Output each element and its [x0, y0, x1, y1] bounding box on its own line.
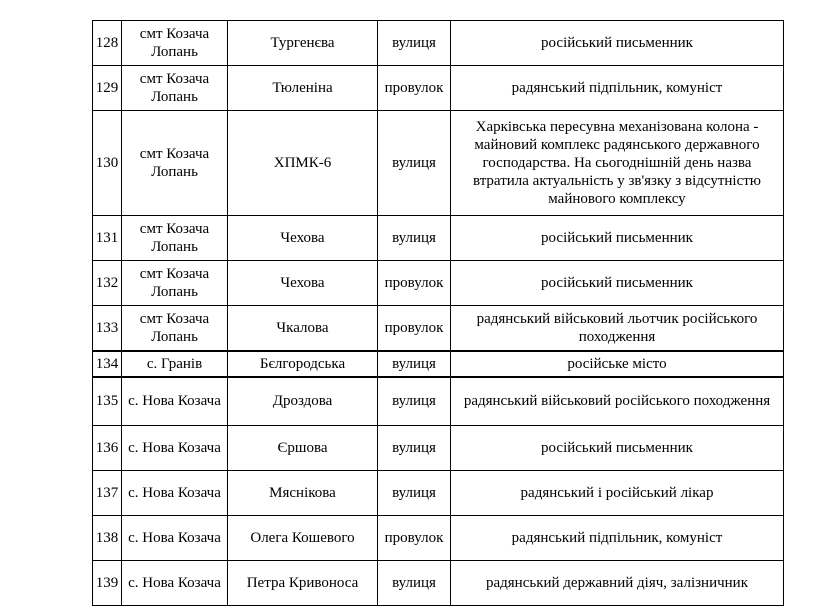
settlement-cell: смт Козача Лопань — [122, 216, 228, 261]
street-type-cell: вулиця — [378, 377, 451, 426]
row-number: 132 — [93, 261, 122, 306]
street-name-cell: Олега Кошевого — [228, 516, 378, 561]
street-name-cell: Тургенєва — [228, 21, 378, 66]
settlement-cell: смт Козача Лопань — [122, 306, 228, 351]
table-row — [93, 471, 784, 516]
street-name-cell: Тюленіна — [228, 66, 378, 111]
street-name-cell: ХПМК-6 — [228, 111, 378, 216]
street-name-cell: Петра Кривоноса — [228, 561, 378, 606]
table-row — [93, 351, 784, 377]
row-number: 134 — [93, 351, 122, 377]
street-type-cell: вулиця — [378, 426, 451, 471]
row-number: 139 — [93, 561, 122, 606]
settlement-cell: смт Козача Лопань — [122, 261, 228, 306]
street-name-cell: Чехова — [228, 261, 378, 306]
row-number: 133 — [93, 306, 122, 351]
street-name-cell: Бєлгородська — [228, 351, 378, 377]
street-type-cell: провулок — [378, 516, 451, 561]
row-number: 136 — [93, 426, 122, 471]
table-row — [93, 426, 784, 471]
description-cell: російський письменник — [451, 216, 784, 261]
table-row — [93, 21, 784, 66]
table-row — [93, 516, 784, 561]
street-type-cell: провулок — [378, 261, 451, 306]
row-number: 138 — [93, 516, 122, 561]
table-row — [93, 216, 784, 261]
row-number: 128 — [93, 21, 122, 66]
street-type-cell: вулиця — [378, 471, 451, 516]
street-type-cell: провулок — [378, 306, 451, 351]
settlement-cell: с. Нова Козача — [122, 471, 228, 516]
description-cell: Харківська пересувна механізована колона - майновий комплекс радянського державного господарства. На сьогоднішній день назва втратила актуальність у зв'язку з відсутністю майнового комплексу — [451, 111, 784, 216]
street-name-cell: Чкалова — [228, 306, 378, 351]
row-number: 135 — [93, 377, 122, 426]
settlement-cell: смт Козача Лопань — [122, 66, 228, 111]
description-cell: російський письменник — [451, 426, 784, 471]
row-number: 131 — [93, 216, 122, 261]
settlement-cell: с. Нова Козача — [122, 377, 228, 426]
street-type-cell: вулиця — [378, 21, 451, 66]
description-cell: російський письменник — [451, 261, 784, 306]
table-row — [93, 377, 784, 426]
settlement-cell: смт Козача Лопань — [122, 21, 228, 66]
street-type-cell: вулиця — [378, 216, 451, 261]
street-name-cell: Дроздова — [228, 377, 378, 426]
street-type-cell: вулиця — [378, 561, 451, 606]
settlement-cell: смт Козача Лопань — [122, 111, 228, 216]
row-number: 137 — [93, 471, 122, 516]
row-number: 129 — [93, 66, 122, 111]
description-cell: російське місто — [451, 351, 784, 377]
description-cell: радянський підпільник, комуніст — [451, 66, 784, 111]
description-cell: радянський військовий російського походження — [451, 377, 784, 426]
row-number: 130 — [93, 111, 122, 216]
settlement-cell: с. Нова Козача — [122, 561, 228, 606]
description-cell: російський письменник — [451, 21, 784, 66]
settlement-cell: с. Гранів — [122, 351, 228, 377]
street-name-cell: Чехова — [228, 216, 378, 261]
description-cell: радянський державний діяч, залізничник — [451, 561, 784, 606]
description-cell: радянський підпільник, комуніст — [451, 516, 784, 561]
settlement-cell: с. Нова Козача — [122, 426, 228, 471]
table-row — [93, 306, 784, 351]
street-name-cell: Єршова — [228, 426, 378, 471]
street-name-cell: Мяснікова — [228, 471, 378, 516]
street-type-cell: вулиця — [378, 351, 451, 377]
table-row — [93, 561, 784, 606]
street-type-cell: провулок — [378, 66, 451, 111]
table-row — [93, 66, 784, 111]
description-cell: радянський і російський лікар — [451, 471, 784, 516]
table-row — [93, 261, 784, 306]
table-row — [93, 111, 784, 216]
street-type-cell: вулиця — [378, 111, 451, 216]
settlement-cell: с. Нова Козача — [122, 516, 228, 561]
street-rename-table — [92, 20, 784, 606]
description-cell: радянський військовий льотчик російського походження — [451, 306, 784, 351]
